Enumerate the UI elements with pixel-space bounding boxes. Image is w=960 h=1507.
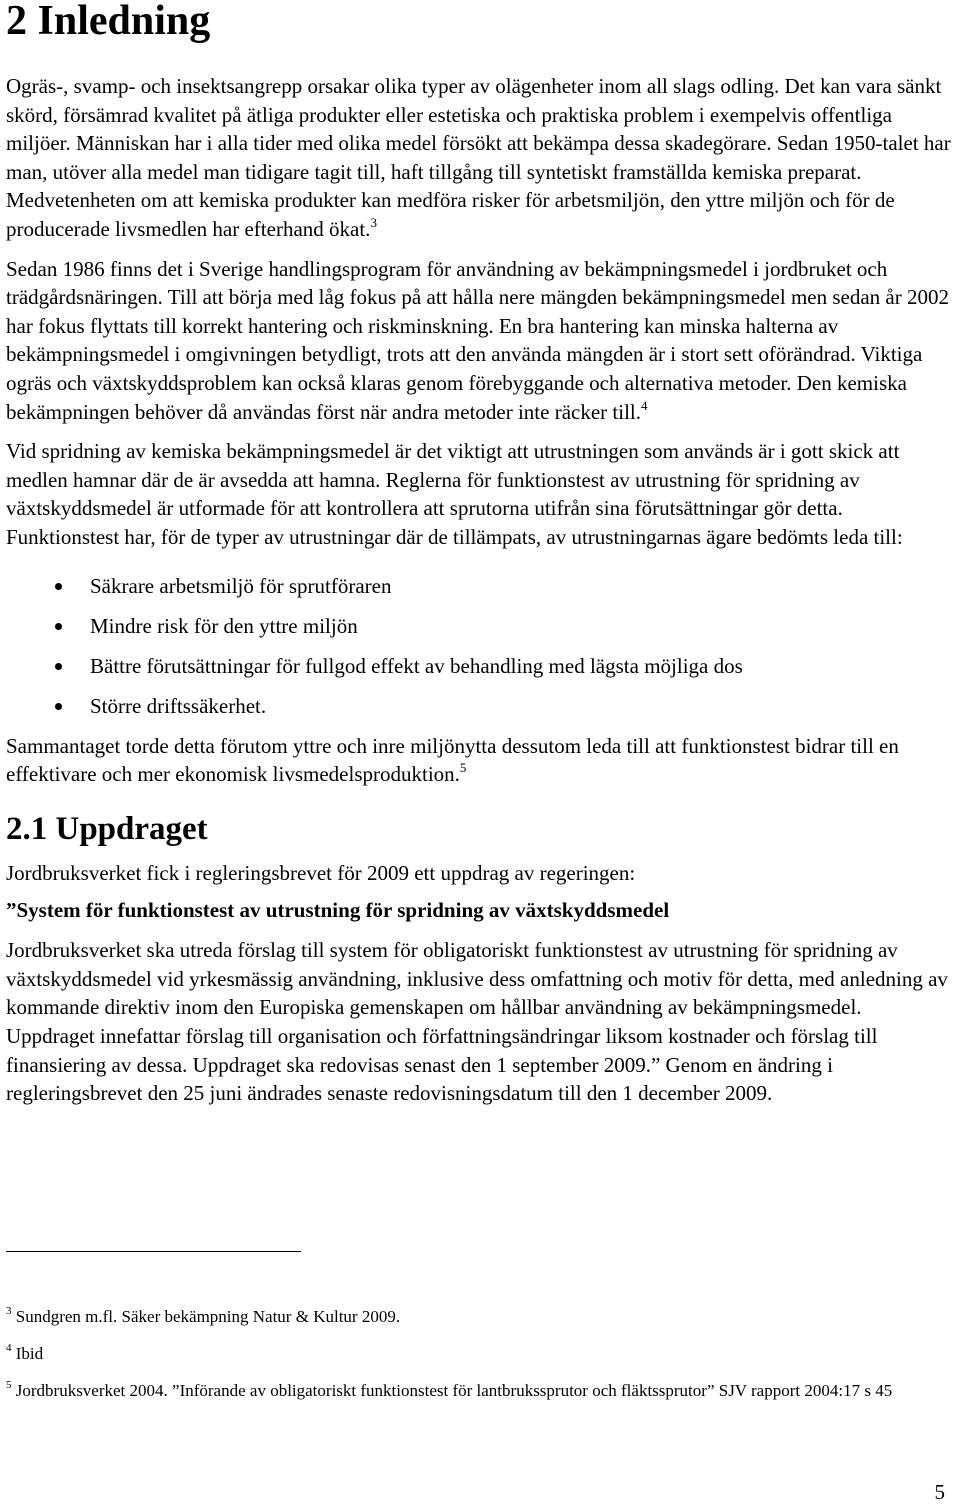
body-text <box>6 72 954 1108</box>
bullet-icon <box>55 623 62 630</box>
footnote-text: Jordbruksverket 2004. ”Införande av obligatoriskt funktionstest för lantbrukssprutor och fläktssprutor” SJV rapport 2004:17 s 45 <box>15 1381 893 1400</box>
list-item <box>6 652 954 680</box>
footnote-number: 5 <box>6 1379 12 1391</box>
footnote-number: 3 <box>6 1305 12 1317</box>
list-item-text: Säkrare arbetsmiljö för sprutföraren <box>90 573 392 598</box>
page-number: 5 <box>934 1480 945 1504</box>
benefits-list <box>6 572 954 720</box>
footnotes <box>6 1305 954 1416</box>
footnote-divider <box>6 1251 301 1252</box>
paragraph-intro <box>6 72 954 244</box>
section-intro: Jordbruksverket fick i regleringsbrevet för 2009 ett uppdrag av regeringen: <box>6 860 636 885</box>
list-item-text: Mindre risk för den yttre miljön <box>90 613 358 638</box>
paragraph-intro-text: Ogräs-, svamp- och insektsangrepp orsakar olika typer av olägenheter inom all slags odling. Det kan vara sänkt skörd, försämrad kvalitet på ätliga produkter eller estetiska och praktiska problem i exempelvis offentliga miljöer. Människan har i alla tider med olika medel försökt att bekämpa dessa skadegörare. Sedan 1950-talet har man, utöver alla medel man tidigare tagit till, haft tillgång till syntetiskt framställda kemiska preparat. Medvetenheten om att kemiska produkter kan medföra risker för arbetsmiljön, den yttre miljön och för de producerade livsmedlen har efterhand ökat. <box>6 74 951 241</box>
footnote-ref-3[interactable]: 3 <box>370 214 377 230</box>
bullet-icon <box>55 583 62 590</box>
assignment-title: ”System för funktionstest av utrustning för spridning av växtskyddsmedel <box>6 898 670 923</box>
footnote-5 <box>6 1379 954 1402</box>
list-item <box>6 572 954 600</box>
section-heading: 2.1 Uppdraget <box>6 810 208 847</box>
footnote-number: 4 <box>6 1342 12 1354</box>
footnote-text: Ibid <box>15 1344 44 1363</box>
bullet-icon <box>55 663 62 670</box>
paragraph-summary-text: Sammantaget torde detta förutom yttre och inre miljönytta dessutom leda till att funktionstest bidrar till en effektivare och mer ekonomisk livsmedelsproduktion. <box>6 733 899 787</box>
paragraph-summary <box>6 732 954 789</box>
section-body: Jordbruksverket ska utreda förslag till system för obligatoriskt funktionstest av utrustning för spridning av växtskyddsmedel vid yrkesmässig användning, inklusive dess omfattning och motiv för detta, med anledning av kommande direktiv inom den Europiska gemenskapen om hållbar användning av bekämpningsmedel. Uppdraget innefattar förslag till organisation och författningsändringar liksom kostnader och förslag till finansiering av dessa. Uppdraget ska redovisas senast den 1 september 2009.” Genom en ändring i regleringsbrevet den 25 juni ändrades senaste redovisningsdatum till den 1 december 2009. <box>6 938 948 1106</box>
footnote-ref-5[interactable]: 5 <box>459 760 467 776</box>
chapter-heading: 2 Inledning <box>6 0 211 44</box>
footnote-text: Sundgren m.fl. Säker bekämpning Natur & Kultur 2009. <box>15 1307 401 1326</box>
footnote-ref-4[interactable]: 4 <box>641 397 648 413</box>
paragraph-spridning: Vid spridning av kemiska bekämpningsmedel är det viktigt att utrustningen som används är i gott skick att medlen hamnar där de är avsedda att hamna. Reglerna för funktionstest av utrustning för spridning av växtskyddsmedel är utformade för att kontrollera att sprutorna utifrån sina förutsättningar gör detta. Funktionstest har, för de typer av utrustningar där de tillämpats, av utrustningarnas ägare bedömts leda till: <box>6 439 903 549</box>
footnote-4 <box>6 1342 954 1365</box>
paragraph-handlingsprogram <box>6 255 954 427</box>
list-item-text: Större driftssäkerhet. <box>90 693 267 718</box>
list-item <box>6 612 954 640</box>
footnote-3 <box>6 1305 954 1328</box>
list-item-text: Bättre förutsättningar för fullgod effekt av behandling med lägsta möjliga dos <box>90 653 743 678</box>
bullet-icon <box>55 703 62 710</box>
list-item <box>6 692 954 720</box>
paragraph-handlingsprogram-text: Sedan 1986 finns det i Sverige handlingsprogram för användning av bekämpningsmedel i jordbruket och trädgårdsnäringen. Till att börja med låg fokus på att hålla nere mängden bekämpningsmedel men sedan år 2002 har fokus flyttats till korrekt hantering och riskminskning. En bra hantering kan minska halterna av bekämpningsmedel i omgivningen betydligt, trots att den använda mängden är i stort sett oförändrad. Viktiga ogräs och växtskyddsproblem kan också klaras genom förebyggande och alternativa metoder. Den kemiska bekämpningen behöver då användas först när andra metoder inte räcker till. <box>6 256 949 424</box>
